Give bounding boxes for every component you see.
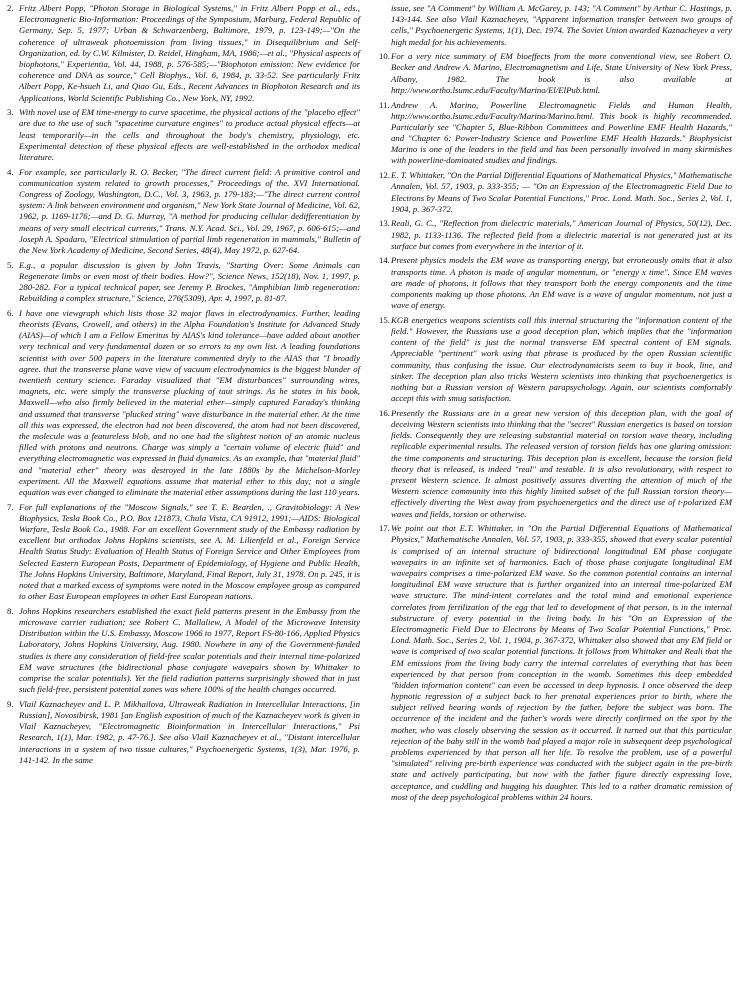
endnote-2 [7,3,360,104]
endnote-3 [7,107,360,163]
endnote-number: 11. [379,99,390,110]
endnote-number: 2. [7,3,14,13]
endnote-text: For full explanations of the "Moscow Signals," see T. E. Bearden, ., Gravitobiology: A New Biophysics, Tesla Book Co., P.O. Box 121873, Chula Vista, CA 91912, 1991;—AIDS: Biological Warfare, Tesla Book Co., 1988. For an excellent Government study of the Embassy radiation by excellent but orthodox Johns Hopkins scientists, see A. M. Lilienfeld et al., Foreign Service Health Status Study: Evaluation of Health Status of Foreign Service and Other Employees from Selected Eastern European Posts, Department of Epidemiology, of Hygiene and Public Health, The Johns Hopkins University, Baltimore, Maryland, Final Report, July 31, 1978. On p. 245, it is noted that a marked excess of symptoms were noted in the Moscow employee group as compared to other East European employees in other East European nations. [19,501,360,602]
endnote-text: issue, see "A Comment" by William A. McGarey, p. 143; "A Comment" by Arthur C. Hastings, p. 143-144. See also Vlail Kaznacheyev, "Apparent information transfer between two groups of cells," Psychoenergetic Systems, 1(1), Dec. 1974. The Soviet Union awarded Kaznacheyev a very high medal for his achievements. [391,3,732,47]
endnote-11 [379,100,732,167]
endnote-text: With novel use of EM time-energy to curve spacetime, the physical actions of the "placebo effect" are due to the use of such "spacetime curvature engines" to produce actual physical effects—at least temporarily—in the cells and throughout the body's chemistry, physiology, etc. Experimental detection of these physical effects are well-established in the orthodox medical literature. [19,107,360,162]
endnote-text: Johns Hopkins researchers established the exact field patterns present in the Embassy from the microwave carrier radiation; see Robert C. Mallaliew, A Model of the Microwave Intensity Distribution within the U.S. Embassy, Moscow 1966 to 1977, Report FS-80-166, Applied Physics Laboratory, Johns Hopkins University, Aug. 1980. Nowhere in any of the Government-funded studies is there any consideration of field-free scalar potentials and their internal time-polarized EM wave structures (the bidirectional phase conjugate wavepairs shown by Whittaker to comprise the scalar potentials). Yet the field radiation patterns surprisingly showed that in just such field-free, persistent potential zones was where 100% of the health changes occurred. [19,605,360,695]
endnote-text: Vlail Kaznacheyev and L. P. Mikhailova, Ultraweak Radiation in Intercellular Interactions, [in Russian], Novosibirsk, 1981 [an English exposition of much of the Kaznacheyev work is given in Vlail Kaznacheyev, "Electromagnetic Bioinformation in Intercellular Interactions," Psi Research, 1(1), Mar. 1982, p. 47-76.]. See also Vlail Kaznacheyev et al., "Distant intercellular interactions in a system of two tissue cultures," Psychoenergetic Systems, 1(3), Mar. 1976, p. 141-142. In the same [19,698,360,765]
endnote-text: For example, see particularly R. O. Becker, "The direct current field: A primitive control and communication system related to growth processes," Proceedings of the. XVI International. Congress of Zoology, Washington, D.C., Vol. 3, 1963, p. 179-183;—"The direct current control system: A link between environment and organism," New York State Journal of Medicine, Vol. 62, 1962, p. 1169-1176;—and D. G. Murray, "A method for producing cellular dedifferentiation by means of very small electrical currents," Trans. N.Y. Acad. Sci., Vol. 29, 1967, p. 606-615;—and Joseph A. Spadaro, "Electrical stimulation of partial limb regeneration in mammals," Bulletin of the New York Academy of Medicine, Second Series, 48(4), May 1972, p. 627-64. [19,166,360,255]
endnote-text: I have one viewgraph which lists those 32 major flaws in electrodynamics. Further, leading theorists (Evans, Crowell, and others) in the Alpha Foundation's Institute for Advanced Study (AIAS)—of which I am a Fellow Emeritus by AIAS's kind tolerance—have added about another very technical and very fundamental dozen or so errors to my own list. A leading foundations scientist with over 500 papers in the literature commented dryly to the AIAS that "I broadly agree. that the transverse plane wave view of vacuum electrodynamics is the biggest blunder of twentieth century science. Faraday visualized that "EM disturbances" surrounding wires, magnets, etc. were simply the transverse plucking of taut strings. As he states in his book, Maxwell—who also firmly believed in the material ether—simply captured Faraday's thinking and assumed that transverse "plucked string" wave disturbance in the material ether. At the time all this was expressed, the electron had not been discovered, the atom had not been discovered, the molecule was a featureless blob, and no one had the slightest notion of an atomic nucleus filled with protons and neutrons. Charge was simply a "certain volume of electric fluid" and everything electromagnetic was expressed in fluid dynamics. As an example, that "material fluid" and "material ether" theory was destroyed in the late 1880s by the Michelson-Morley experiment. All the Maxwell equations assume that material ether to this day; not a single equation was ever changed to eliminate the material ether assumptions during the last 110 years. [19,307,360,497]
endnote-number: 10. [379,51,390,62]
endnote-number: 12. [379,170,390,181]
endnote-7 [7,502,360,603]
endnote-14 [379,255,732,311]
endnote-text: Presently the Russians are in a great new version of this deception plan, with the goal of deceiving Western scientists into thinking that the "secret" Russian energetics is based on torsion fields. Consequently they are releasing substantial material on torsion wave theory, including replicable experimental results. The released version of torsion fields has one glaring omission: the time components and structuring. This deception plan is excellent, because the torsion field theory that is released, is indeed "real" and testable. It is also revolutionary, with respect to present Western science. It almost positively assures diverting the attention of much of the Western science community into this highly limited subset of the full Russian torsion theory—effectively diverting the West away from psychoenergetics and the direct use of t-polarized EM waves and fields, torsion or otherwise. [391,407,732,519]
endnote-9 [7,699,360,766]
endnote-8 [7,606,360,696]
endnote-number: 14. [379,255,390,266]
endnote-text: Fritz Albert Popp, "Photon Storage in Biological Systems," in Fritz Albert Popp et al., eds., Electromagnetic Bio-Information: Proceedings of the Symposium, Marburg, Federal Republic of Germany, Sep. 5, 1977; Urban & Schwarzenberg, Baltimore, 1979, p. 123-149;—"On the coherence of ultraweak photoemission from living tissues," in Disequilibrium and Self-Organization, ed. by C.W. Kilmister, D. Reidel, Hingham, MA, 1986;—et al., "Physical aspects of biophotons," Experientia, Vol. 44, 1988, p. 576-585;—"Biophoton emission: New evidence for coherence and DNA as source," Cell Biophys., Vol. 6, 1984, p. 33-52. See particularly Fritz Albert Popp, Ke-hsueh Li, and Qiao Gu, Eds., Recent Advances in Biophoton Research and its Applications, World Scientific Publishing Co., New York, NY, 1992. [19,3,360,103]
endnote-15 [379,315,732,405]
endnote-number: 13. [379,218,390,229]
endnote-text: E.g., a popular discussion is given by John Travis, "Starting Over: Some Animals can Regenerate limbs or even most of their bodies. How?", Science News, 152(18), Nov. 1, 1997, p. 280-282. For a typical technical paper, see Jeremy P. Brockes, "Amphibian limb regeneration: Rebuilding a complex structure," Science, 276(5309), Apr. 4, 1997, p. 81-87. [19,259,360,304]
endnote-text: Reali, G. C., "Reflection from dielectric materials," American Journal of Physics, 50(12), Dec. 1982, p. 1133-1136. The reflected field from a dielectric material is not generated just at its surface but comes from everywhere in the interior of it. [391,218,732,251]
endnote-text: E. T. Whittaker, "On the Partial Differential Equations of Mathematical Physics," Mathematische Annalen, Vol. 57, 1903, p. 333-355; — "On an Expression of the Electromagnetic Field Due to Electrons by Means of Two Scalar Potential Functions," Proc. Lond. Math. Soc., Series 2, Vol. 1, 1904, p. 367-372. [391,170,733,214]
endnote-10 [379,51,732,96]
endnote-number: 7. [7,501,14,512]
endnote-6 [7,308,360,498]
endnote-text: Present physics models the EM wave as transporting energy, but erroneously omits that it also transports time. A photon is made of angular momentum, or "energy x time". Since EM waves are made of photons, it follows that they transport both the energy components and the time components making up those photons. An EM wave is a wave of angular momentum, not just a wave of energy. [391,255,732,311]
endnote-text: We point out that E.T. Whittaker, in "On the Partial Differential Equations of Mathematical Physics," Mathematische Annalen, Vol. 57, 1903, p. 333-355, showed that every scalar potential is comprised of an internal structure of bidirectional longitudinal EM phase conjugate wavepairs in an infinite set of harmonics. Each of those phase conjugate longitudinal EM wavepairs comprises a time-polarized EM wave. So the common potential contains an internal longitudinal EM wave structure that is further organized into an internal time-polarized EM wave structure. The mind-intent correlates and the total mind and emotional experience correlates from fertilization of the egg that led to development of that person, is in the internal substructure of every potential in the living body. In his "On an Expression of the Electromagnetic Field Due to Electrons by Means of Two Scalar Potential Functions," Proc. Lond. Math. Soc., Series 2, Vol. 1, 1904, p. 367-372, Whittaker also showed that any EM field or wave is comprised of two scalar potential functions. It follows from Whittaker and Reali that the EM emissions from the living body carry the internal correlates of everything that has been experienced by that person from conception in the womb. Sometimes this deep embedded "hidden information content" can even be accessed in deep hypnosis. I once observed the deep hypnotic regression of a subject back to her prenatal experiences prior to birth, where the subject relived hearing words of rejection by the father, before the subject was born. The occurrence of the incident and the father's words were directly confirmed on the spot by the mother, who was closely observing the session as it occurred. It turned out that this particular rejection of the baby still in the womb had played a major role in subsequent deep psychological problems experienced by that person all her life. To resolve the problem, use of a powerful "simulated" reliving pre-birth experience was conducted with the subject again in the pre-birth state and actively participating, but now with the father figure directly expressing love, acceptance, and cuddling and hugging his daughter. This led to a rather dramatic remission of most of the deep psychological problems within 24 hours. [391,523,732,802]
endnote-number: 4. [7,166,14,177]
endnote-number: 3. [7,107,14,118]
endnote-17 [379,523,732,803]
endnote-text: Andrew A. Marino, Powerline Electromagnetic Fields and Human Health, http://www.ortho.lsumc.edu/Faculty/Marino/Marino.html. This book is highly recommended. Particularly see "Chapter 5, Blue-Ribbon Committees and Powerline EMF Health Hazards," and "Chapter 6: Power-Industry Science and Powerline EMF Health Hazards." Biophysicist Marino is one of the leaders in the field and has been personally involved in many skirmishes with powerline-dominated studies and findings. [391,99,732,166]
left-column [7,3,360,1004]
endnote-number: 6. [7,307,14,318]
endnote-text: For a very nice summary of EM bioeffects from the more conventional view, see Robert O. Becker and Andrew A. Marino, Electromagnetism and Life, State University of New York Press, Albany, 1982. The book is also available at http://www.ortho.lsumc.edu/Faculty/Marino/El/ElPub.html. [391,51,732,95]
endnote-number: 8. [7,605,14,616]
endnote-number: 16. [379,407,390,418]
endnote-9-continued [379,3,732,48]
endnote-5 [7,260,360,305]
endnote-text: KGB energetics weapons scientists call this internal structuring the "information content of the field." However, the Russians use a good deception plan, which implies that the "information content of the field" is just the normal transverse EM spectral content of EM signals. Appreciable "pertinent" work using that phrase is produced by the open Russian scientific community, thus confusing the issue. Our electrodynamicists seem to buy it book, line, and sinker. The deception plan also tricks Western scientists into thinking that psychoenergetics is nothing but a Russian version of Western parapsychology. Again, our scientists comfortably accept this with smug satisfaction. [391,314,732,404]
endnote-12 [379,170,732,215]
right-column [379,3,732,1004]
endnote-number: 15. [379,314,390,325]
endnote-number: 9. [7,698,14,709]
endnote-4 [7,167,360,257]
endnote-13 [379,218,732,252]
endnote-number: 5. [7,259,14,270]
endnote-16 [379,408,732,520]
endnote-number: 17. [379,523,390,534]
